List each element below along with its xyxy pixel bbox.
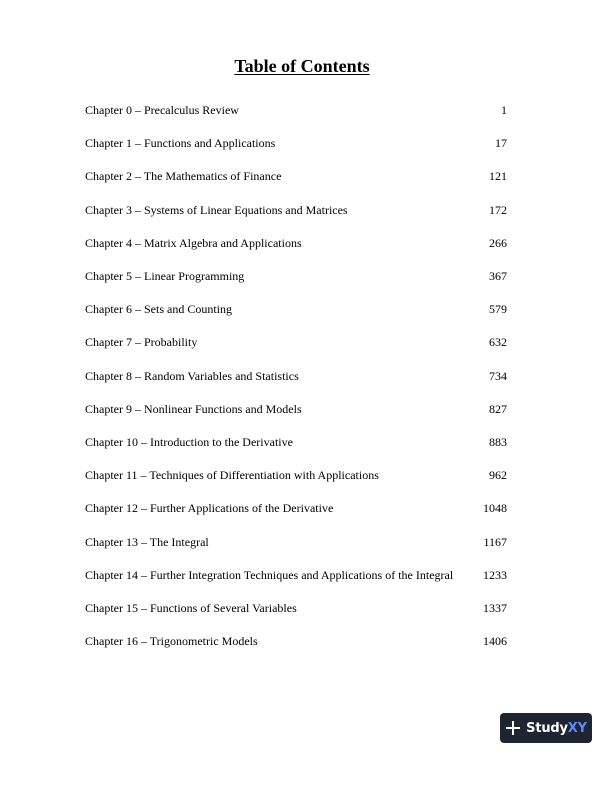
page-title: Table of Contents [234,56,370,76]
brand-name-main: Study [526,720,568,736]
toc-entry-title: Chapter 9 – Nonlinear Functions and Models [85,401,302,416]
toc-entry [85,160,507,193]
toc-entry [85,492,507,525]
toc-entry-page: 1167 [483,534,507,549]
brand-name-accent: XY [567,720,587,736]
toc-entry-title: Chapter 11 – Techniques of Differentiation with Applications [85,468,379,483]
toc-entry-title: Chapter 7 – Probability [85,335,198,350]
toc-entry [85,393,507,426]
toc-entry-page: 1 [501,103,507,118]
toc-entry [85,260,507,293]
toc-entry-page: 1048 [483,501,507,516]
toc-entry [85,592,507,625]
toc-entry [85,293,507,326]
toc-entry [85,625,507,658]
toc-entry-title: Chapter 2 – The Mathematics of Finance [85,169,282,184]
toc-entry-title: Chapter 10 – Introduction to the Derivative [85,434,293,449]
studyxy-logo-text [526,721,587,736]
toc-entry [85,559,507,592]
toc-entry-page: 121 [489,169,507,184]
toc-entry-page: 172 [489,202,507,217]
plus-icon [505,720,521,736]
toc-entry [85,94,507,127]
toc-entry-page: 17 [495,136,507,151]
toc-entry [85,194,507,227]
toc-entry-page: 367 [489,269,507,284]
toc-entry-page: 827 [489,401,507,416]
toc-entry-title: Chapter 14 – Further Integration Techniques and Applications of the Integral [85,567,454,582]
toc-entry-title: Chapter 3 – Systems of Linear Equations and Matrices [85,202,348,217]
toc-entry-title: Chapter 12 – Further Applications of the Derivative [85,501,334,516]
toc-entry-page: 632 [489,335,507,350]
toc-entry [85,227,507,260]
toc-entry-title: Chapter 1 – Functions and Applications [85,136,276,151]
toc-entry-title: Chapter 15 – Functions of Several Variables [85,600,297,615]
toc-entry-page: 1406 [483,634,507,649]
toc-entry-title: Chapter 0 – Precalculus Review [85,103,239,118]
toc-entry [85,360,507,393]
toc-entry-title: Chapter 8 – Random Variables and Statistics [85,368,299,383]
toc-entry-page: 579 [489,302,507,317]
toc-entry [85,326,507,359]
toc-entry-title: Chapter 6 – Sets and Counting [85,302,232,317]
toc-entry-page: 734 [489,368,507,383]
toc-entry [85,127,507,160]
toc-entry-title: Chapter 13 – The Integral [85,534,209,549]
toc-entry-page: 1337 [483,600,507,615]
toc-entry-page: 883 [489,434,507,449]
toc-entry-title: Chapter 16 – Trigonometric Models [85,634,258,649]
toc-entry-page: 962 [489,468,507,483]
toc-entry [85,525,507,558]
toc-entry-page: 266 [489,235,507,250]
toc-entry-page: 1233 [483,567,507,582]
toc-entry-title: Chapter 5 – Linear Programming [85,269,245,284]
toc-entry-title: Chapter 4 – Matrix Algebra and Applications [85,235,302,250]
table-of-contents [85,94,507,658]
toc-entry [85,459,507,492]
studyxy-badge[interactable] [500,713,592,743]
toc-entry [85,426,507,459]
